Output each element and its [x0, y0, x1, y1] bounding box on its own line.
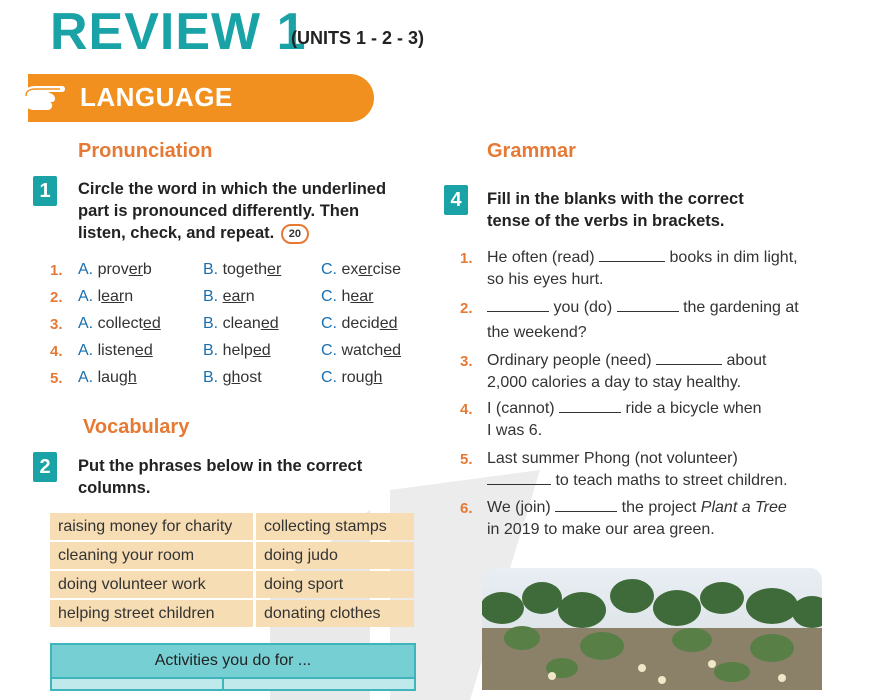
vocabulary-heading: Vocabulary [83, 416, 190, 438]
pronunciation-item-number: 5. [50, 370, 63, 387]
audio-track-icon[interactable]: 20 [281, 224, 309, 244]
answer-blank[interactable] [559, 399, 621, 413]
phrase-row [50, 571, 416, 600]
option-a[interactable]: A. listened [78, 342, 153, 359]
phrase-cell: cleaning your room [50, 542, 253, 569]
phrase-cell: collecting stamps [256, 513, 414, 540]
grammar-item-2: you (do) the gardening at the weekend? [487, 299, 799, 341]
answer-blank[interactable] [617, 298, 679, 312]
language-label: LANGUAGE [80, 82, 233, 112]
pronunciation-item-number: 3. [50, 316, 63, 333]
exercise-4-instruction: Fill in the blanks with the correct tense of the verbs in brackets. [487, 190, 744, 230]
option-c[interactable]: C. rough [321, 369, 383, 386]
option-c[interactable]: C. watched [321, 342, 402, 359]
option-a[interactable]: A. proverb [78, 261, 152, 278]
phrase-row [50, 600, 416, 629]
exercise-2-badge: 2 [33, 452, 57, 482]
phrase-row [50, 542, 416, 571]
answer-blank[interactable] [487, 471, 551, 485]
phrase-cell: helping street children [50, 600, 253, 627]
pronunciation-item-number: 1. [50, 262, 63, 279]
grammar-item-4: I (cannot) ride a bicycle when I was 6. [487, 400, 762, 439]
grammar-item-number: 4. [460, 401, 473, 418]
phrase-cell: raising money for charity [50, 513, 253, 540]
option-b[interactable]: B. ghost [203, 369, 262, 386]
page-subtitle: (UNITS 1 - 2 - 3) [291, 28, 425, 48]
option-a[interactable]: A. learn [78, 288, 134, 305]
exercise-1-badge: 1 [33, 176, 57, 206]
phrase-cell: doing judo [256, 542, 414, 569]
activities-table-divider [222, 679, 224, 691]
option-c[interactable]: C. exercise [321, 261, 402, 278]
grammar-item-3: Ordinary people (need) about 2,000 calories a day to stay healthy. [487, 352, 767, 391]
option-c[interactable]: C. decided [321, 315, 398, 332]
phrase-cell: doing volunteer work [50, 571, 253, 598]
pronunciation-item-number: 2. [50, 289, 63, 306]
option-b[interactable]: B. helped [203, 342, 271, 359]
pointing-hand-icon [22, 80, 72, 116]
pronunciation-item-number: 4. [50, 343, 63, 360]
grammar-item-number: 6. [460, 500, 473, 517]
grammar-heading: Grammar [487, 140, 576, 162]
exercise-2-instruction: Put the phrases below in the correct columns. [78, 457, 363, 497]
grammar-item-6: We (join) the project Plant a Tree in 2019 to make our area green. [487, 499, 787, 538]
option-b[interactable]: B. earn [203, 288, 255, 305]
phrase-cell: donating clothes [256, 600, 414, 627]
option-b[interactable]: B. cleaned [203, 315, 279, 332]
phrase-table [50, 513, 416, 629]
exercise-1-instruction: Circle the word in which the underlined part is pronounced differently. Then listen, check, and repeat. 20 [78, 180, 387, 242]
grammar-item-number: 2. [460, 300, 473, 317]
page-title: REVIEW 1 [50, 3, 307, 61]
activities-table-header: Activities you do for ... [50, 643, 416, 679]
grammar-item-number: 5. [460, 451, 473, 468]
phrase-row [50, 513, 416, 542]
option-c[interactable]: C. hear [321, 288, 374, 305]
answer-blank[interactable] [656, 351, 722, 365]
option-b[interactable]: B. together [203, 261, 282, 278]
activities-table-subheader [50, 679, 416, 691]
answer-blank[interactable] [599, 248, 665, 262]
option-a[interactable]: A. laugh [78, 369, 137, 386]
option-a[interactable]: A. collected [78, 315, 161, 332]
exercise-4-badge: 4 [444, 185, 468, 215]
pronunciation-heading: Pronunciation [78, 140, 213, 162]
answer-blank[interactable] [555, 498, 617, 512]
mangrove-planting-photo [482, 568, 822, 690]
answer-blank[interactable] [487, 298, 549, 312]
grammar-item-number: 1. [460, 250, 473, 267]
grammar-item-number: 3. [460, 353, 473, 370]
grammar-item-1: He often (read) books in dim light, so his eyes hurt. [487, 249, 798, 288]
phrase-cell: doing sport [256, 571, 414, 598]
grammar-item-5: Last summer Phong (not volunteer) to teach maths to street children. [487, 450, 788, 489]
